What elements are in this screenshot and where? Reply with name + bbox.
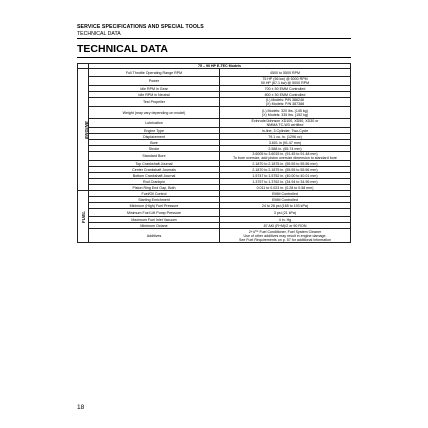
parameter-label: Stroke — [148, 146, 160, 151]
parameter-label: Piston Ring End Gap, Both — [132, 185, 176, 190]
value-line: EMM Controlled — [272, 197, 298, 202]
value-line: See Fuel Requirements on p. 57 for additional information — [238, 237, 332, 242]
value-cell — [220, 98, 351, 107]
page-title: TECHNICAL DATA — [77, 43, 168, 55]
parameter-label: Standard Bore — [142, 154, 166, 158]
parameter-label: Engine Type — [144, 128, 164, 133]
parameter-cell — [89, 98, 220, 107]
value-cell — [220, 209, 351, 217]
value-line: 0.011 to 0.023 in. (0.28 to 0.58 mm) — [256, 185, 314, 190]
value-line: 2.1870 to 2.1875 in. (55.55 to 55.56 mm) — [252, 161, 318, 166]
table-row — [78, 152, 351, 161]
value-line: 4 in. Hg — [278, 217, 292, 222]
fuel-section-cell — [78, 191, 89, 243]
parameter-cell — [89, 119, 220, 128]
value-line: 3.6005 to 3.6015 in. (91.45 to 91.48 mm) — [252, 152, 318, 156]
technical-data-table — [77, 63, 351, 243]
parameter-label: Additives — [146, 233, 162, 238]
value-line: (X) Models: P/N 387388 — [265, 102, 305, 106]
value-line: 79.1 cu. in. (1296 cc) — [268, 134, 302, 139]
value-line: 24 to 28 psi (165 to 193 kPa) — [261, 203, 309, 208]
page-number: 18 — [77, 404, 85, 411]
value-line: 2.1870 to 2.1875 in. (55.55 to 55.56 mm) — [252, 167, 318, 172]
parameter-label: Lubrication — [145, 121, 163, 125]
parameter-label: Minimum Fuel Lift Pump Pressure — [126, 210, 182, 215]
title-divider — [77, 57, 351, 58]
table-row — [78, 98, 351, 107]
value-line: 3 psi (21 kPa) — [273, 210, 297, 215]
value-line: (X) Models: 335 lbs. (152 kg) — [261, 112, 309, 117]
value-cell — [220, 77, 351, 86]
parameter-cell — [89, 152, 220, 161]
parameter-label: Top Crankshaft Journal — [135, 161, 173, 166]
table-row — [78, 209, 351, 217]
value-cell — [220, 119, 351, 128]
parameter-label: Maximum Fuel Inlet Vacuum — [131, 217, 177, 222]
parameter-label: Minimum Octane — [140, 223, 168, 228]
parameter-cell — [89, 107, 220, 119]
table-row — [78, 77, 351, 86]
value-line: NMMA TC-W3 certified — [266, 123, 304, 127]
value-line: (L) Models: P/N 386246 — [266, 98, 304, 102]
parameter-label: Fuel/Oil Control — [141, 191, 167, 196]
parameter-cell — [89, 69, 220, 77]
value-line: 2+4™ Fuel Conditioner, Fuel System Cleaner — [248, 229, 322, 234]
parameter-label: Minimum (High) Fuel Pressure — [129, 203, 179, 208]
parameter-label: Weight (may vary depending on model) — [122, 110, 186, 115]
value-cell — [220, 229, 351, 243]
value-cell — [220, 107, 351, 119]
value-line: 4500 to 5500 RPM — [270, 70, 300, 75]
table-row — [78, 229, 351, 243]
fuel-section-label: FUEL — [81, 210, 87, 223]
parameter-label: Starting Enrichment — [138, 197, 170, 202]
table-row — [78, 107, 351, 119]
section-subheader: TECHNICAL DATA — [77, 31, 121, 37]
parameter-cell — [89, 209, 220, 217]
value-line: 90 HP (67.1 kw) @ 5000 RPM — [260, 81, 310, 85]
parameter-cell — [89, 77, 220, 86]
value-line: 3.601 in (91.47 mm) — [268, 140, 302, 145]
parameter-label: Center Crankshaft Journals — [132, 167, 176, 172]
engine-section-cell — [78, 69, 89, 191]
model-header: 75 – 90 HP E-TEC Models — [89, 64, 351, 69]
value-line: Use of other additives may result in engine damage. — [243, 233, 327, 238]
parameter-cell — [89, 229, 220, 243]
value-line: 1.3757 to 1.3762 in. (34.94 to 34.96 mm) — [252, 179, 318, 184]
value-line: 87 AKI (R+M)/2 or 90 RON — [263, 223, 307, 228]
parameter-label: Full Throttle Operating Range RPM — [125, 70, 183, 75]
value-line: 800 ± 50 EMM Controlled — [264, 92, 306, 97]
value-line: In-line, 3 Cylinder, Two-Cycle — [261, 128, 309, 133]
value-line: 2.588 in. (65.74 mm) — [268, 146, 302, 151]
value-cell — [220, 152, 351, 161]
parameter-label: Idle RPM in Gear — [140, 86, 168, 91]
parameter-label: Power — [148, 79, 160, 83]
value-line: To bore oversize, add piston oversize dimension to standard bore — [233, 156, 337, 160]
parameter-label: Idle RPM in Neutral — [138, 92, 170, 97]
value-line: (L) Models: 320 lbs. (145 kg) — [262, 108, 308, 113]
parameter-label: Test Propeller — [143, 100, 165, 104]
value-line: 75 HP (56 kw) @ 5000 RPM — [262, 77, 308, 81]
value-line: 700 ± 50 EMM Controlled — [264, 86, 306, 91]
parameter-label: Bore — [150, 140, 158, 145]
parameter-label: Bottom Crankshaft Journal — [132, 173, 176, 178]
engine-section-label: ENGINE — [84, 120, 90, 139]
value-line: EMM Controlled — [272, 191, 298, 196]
value-line: Evinrude/Johnson XD100, XD50, XD30 or — [251, 119, 319, 123]
header-divider — [77, 38, 351, 39]
value-line: 1.5747 to 1.5752 in. (40.00 to 40.01 mm) — [252, 173, 318, 178]
parameter-label: Rod Crankpin — [143, 179, 165, 184]
value-cell — [220, 69, 351, 77]
parameter-label: Displacement — [143, 134, 165, 139]
section-header: SERVICE SPECIFICATIONS AND SPECIAL TOOLS — [77, 24, 204, 30]
table-row — [78, 119, 351, 128]
table-row — [78, 69, 351, 77]
